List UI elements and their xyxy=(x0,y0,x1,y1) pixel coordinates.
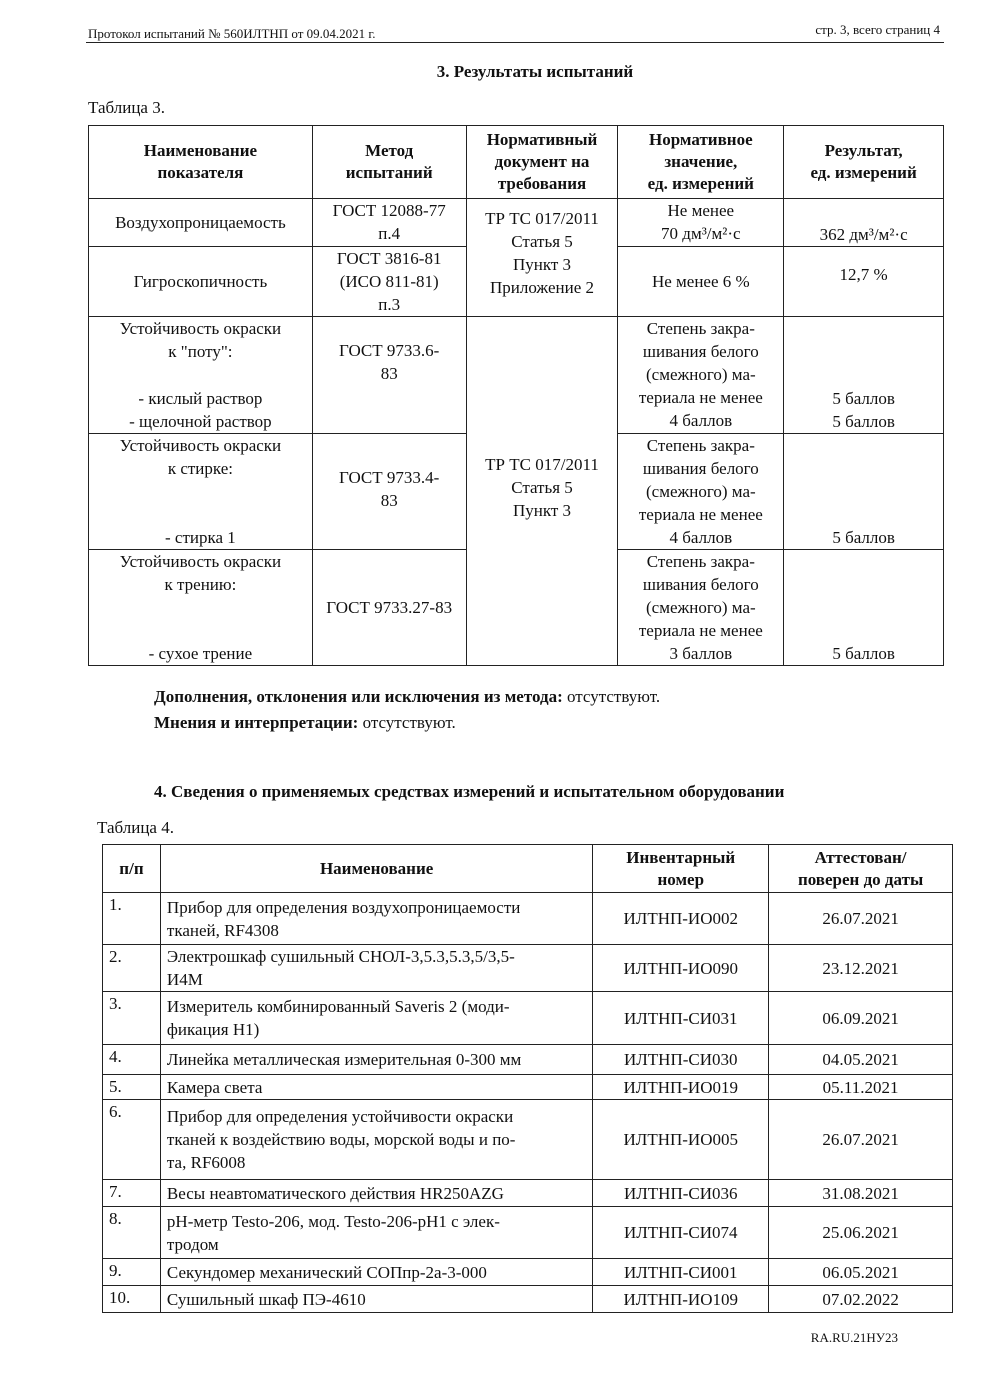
equipment-name xyxy=(160,1259,592,1286)
rub-result: 5 баллов xyxy=(784,550,944,666)
row-number: 7. xyxy=(103,1180,161,1207)
equipment-name-line: Измеритель комбинированный Saveris 2 (моди- xyxy=(166,997,510,1016)
air-name: Воздухопроницаемость xyxy=(89,199,313,247)
sweat-method: ГОСТ 9733.6- 83 xyxy=(312,317,466,434)
wash-norm: Степень закра- шивания белого (смежного) ма- териала не менее 4 баллов xyxy=(618,434,784,550)
row-number: 3. xyxy=(103,992,161,1045)
wash-result: 5 баллов xyxy=(784,434,944,550)
hygro-result: 12,7 % xyxy=(784,247,944,317)
equipment-name xyxy=(160,1207,592,1259)
rub-method: ГОСТ 9733.27-83 xyxy=(312,550,466,666)
table-row xyxy=(103,992,953,1045)
equipment-name-line: та, RF6008 xyxy=(166,1153,246,1172)
header-normative-document: Нормативный документ на требования xyxy=(466,126,618,199)
sweat-name: Устойчивость окраски к "поту": - кислый раствор - щелочной раствор xyxy=(89,317,313,434)
sweat-norm: Степень закра- шивания белого (смежного) ма- териала не менее 4 баллов xyxy=(618,317,784,434)
inventory-number: ИЛТНП-СИ030 xyxy=(593,1045,769,1075)
header-equipment-name: Наименование xyxy=(160,845,592,893)
row-number: 1. xyxy=(103,893,161,945)
certified-until-date: 04.05.2021 xyxy=(769,1045,953,1075)
table-row xyxy=(103,945,953,992)
equipment-table xyxy=(102,844,953,1313)
results-table xyxy=(88,125,944,666)
certified-until-date: 31.08.2021 xyxy=(769,1180,953,1207)
equipment-rows xyxy=(103,893,953,1313)
header-certified-until: Аттестован/ поверен до даты xyxy=(769,845,953,893)
inventory-number: ИЛТНП-СИ031 xyxy=(593,992,769,1045)
header-page-number: стр. 3, всего страниц 4 xyxy=(815,22,940,37)
certified-until-date: 06.05.2021 xyxy=(769,1259,953,1286)
row-number: 9. xyxy=(103,1259,161,1286)
opinions-note: Мнения и интерпретации: отсутствуют. xyxy=(154,713,456,732)
certified-until-date: 05.11.2021 xyxy=(769,1075,953,1100)
header-normative-value: Нормативное значение, ед. измерений xyxy=(618,126,784,199)
air-norm: Не менее 70 дм³/м²·с xyxy=(618,199,784,247)
equipment-name xyxy=(160,945,592,992)
row-sweat-fastness xyxy=(89,317,944,434)
row-number: 10. xyxy=(103,1286,161,1313)
equipment-name-line: pH-метр Testo-206, мод. Testo-206-pH1 с элек- xyxy=(166,1211,500,1231)
equipment-name-line: Секундомер механический СОПпр-2а-3-000 xyxy=(166,1262,487,1282)
table-row xyxy=(103,1180,953,1207)
air-result: 362 дм³/м²·с xyxy=(784,199,944,247)
inventory-number: ИЛТНП-ИО005 xyxy=(593,1100,769,1180)
table-row xyxy=(103,893,953,945)
equipment-name-line: Камера света xyxy=(166,1077,263,1097)
equipment-name-line: Прибор для определения устойчивости окраски xyxy=(166,1107,514,1126)
row-number: 5. xyxy=(103,1075,161,1100)
inventory-number: ИЛТНП-СИ001 xyxy=(593,1259,769,1286)
wash-method: ГОСТ 9733.4- 83 xyxy=(312,434,466,550)
sweat-result: 5 баллов 5 баллов xyxy=(784,317,944,434)
results-header-row xyxy=(89,126,944,199)
doc-tr-ts-017-item-3: ТР ТС 017/2011 Статья 5 Пункт 3 xyxy=(466,317,618,666)
equipment-name-line: тканей, RF4308 xyxy=(166,920,279,940)
accreditation-code: RA.RU.21НУ23 xyxy=(810,1330,898,1345)
header-test-method: Метод испытаний xyxy=(312,126,466,199)
inventory-number: ИЛТНП-ИО002 xyxy=(593,893,769,945)
table-3-caption: Таблица 3. xyxy=(88,98,165,117)
row-air-permeability xyxy=(89,199,944,247)
table-row xyxy=(103,1045,953,1075)
certified-until-date: 26.07.2021 xyxy=(769,1100,953,1180)
table-row xyxy=(103,1075,953,1100)
equipment-name xyxy=(160,992,592,1045)
inventory-number: ИЛТНП-ИО019 xyxy=(593,1075,769,1100)
hygro-name: Гигроскопичность xyxy=(89,247,313,317)
inventory-number: ИЛТНП-ИО090 xyxy=(593,945,769,992)
equipment-name-line: тканей к воздействию воды, морской воды и по- xyxy=(166,1130,516,1149)
row-number: 6. xyxy=(103,1100,161,1180)
table-4-caption: Таблица 4. xyxy=(97,818,174,837)
equipment-name xyxy=(160,893,592,945)
equipment-name xyxy=(160,1100,592,1180)
equipment-name-line: Электрошкаф сушильный СНОЛ-3,5.3,5.3,5/3,5- xyxy=(166,947,515,966)
table-row xyxy=(103,1286,953,1313)
certified-until-date: 23.12.2021 xyxy=(769,945,953,992)
wash-name: Устойчивость окраски к стирке: - стирка 1 xyxy=(89,434,313,550)
equipment-name-line: Весы неавтоматического действия HR250AZG xyxy=(166,1183,504,1203)
row-number: 2. xyxy=(103,945,161,992)
row-number: 4. xyxy=(103,1045,161,1075)
doc-tr-ts-017-annex-2: ТР ТС 017/2011 Статья 5 Пункт 3 Приложение 2 xyxy=(466,199,618,317)
table-row xyxy=(103,1207,953,1259)
header-divider xyxy=(86,42,944,43)
section-4-title: 4. Сведения о применяемых средствах измерений и испытательном оборудовании xyxy=(154,782,785,801)
equipment-name-line: Прибор для определения воздухопроницаемости xyxy=(166,897,521,917)
hygro-method: ГОСТ 3816-81 (ИСО 811-81) п.3 xyxy=(312,247,466,317)
equipment-name-line: Линейка металлическая измерительная 0-300 мм xyxy=(166,1050,522,1069)
deviations-note: Дополнения, отклонения или исключения из метода: отсутствуют. xyxy=(154,687,661,706)
row-number: 8. xyxy=(103,1207,161,1259)
equipment-header-row xyxy=(103,845,953,893)
equipment-name-line: фикация Н1) xyxy=(166,1020,260,1039)
table-row xyxy=(103,1100,953,1180)
equipment-name xyxy=(160,1180,592,1207)
section-3-title: 3. Результаты испытаний xyxy=(436,62,634,81)
equipment-name xyxy=(160,1045,592,1075)
header-protocol-title: Протокол испытаний № 560ИЛТНП от 09.04.2021 г. xyxy=(88,26,376,41)
inventory-number: ИЛТНП-ИО109 xyxy=(593,1286,769,1313)
header-number: п/п xyxy=(103,845,161,893)
table-row xyxy=(103,1259,953,1286)
inventory-number: ИЛТНП-СИ036 xyxy=(593,1180,769,1207)
equipment-name-line: тродом xyxy=(166,1234,219,1254)
certified-until-date: 25.06.2021 xyxy=(769,1207,953,1259)
equipment-name xyxy=(160,1286,592,1313)
certified-until-date: 26.07.2021 xyxy=(769,893,953,945)
air-method: ГОСТ 12088-77 п.4 xyxy=(312,199,466,247)
equipment-name-line: Сушильный шкаф ПЭ-4610 xyxy=(166,1289,366,1309)
header-inventory-number: Инвентарный номер xyxy=(593,845,769,893)
header-indicator-name: Наименование показателя xyxy=(89,126,313,199)
certified-until-date: 06.09.2021 xyxy=(769,992,953,1045)
inventory-number: ИЛТНП-СИ074 xyxy=(593,1207,769,1259)
method-notes xyxy=(154,684,660,736)
hygro-norm: Не менее 6 % xyxy=(618,247,784,317)
header-result: Результат, ед. измерений xyxy=(784,126,944,199)
rub-norm: Степень закра- шивания белого (смежного) ма- териала не менее 3 баллов xyxy=(618,550,784,666)
rub-name: Устойчивость окраски к трению: - сухое трение xyxy=(89,550,313,666)
equipment-name-line: И4М xyxy=(166,970,203,989)
certified-until-date: 07.02.2022 xyxy=(769,1286,953,1313)
equipment-name xyxy=(160,1075,592,1100)
